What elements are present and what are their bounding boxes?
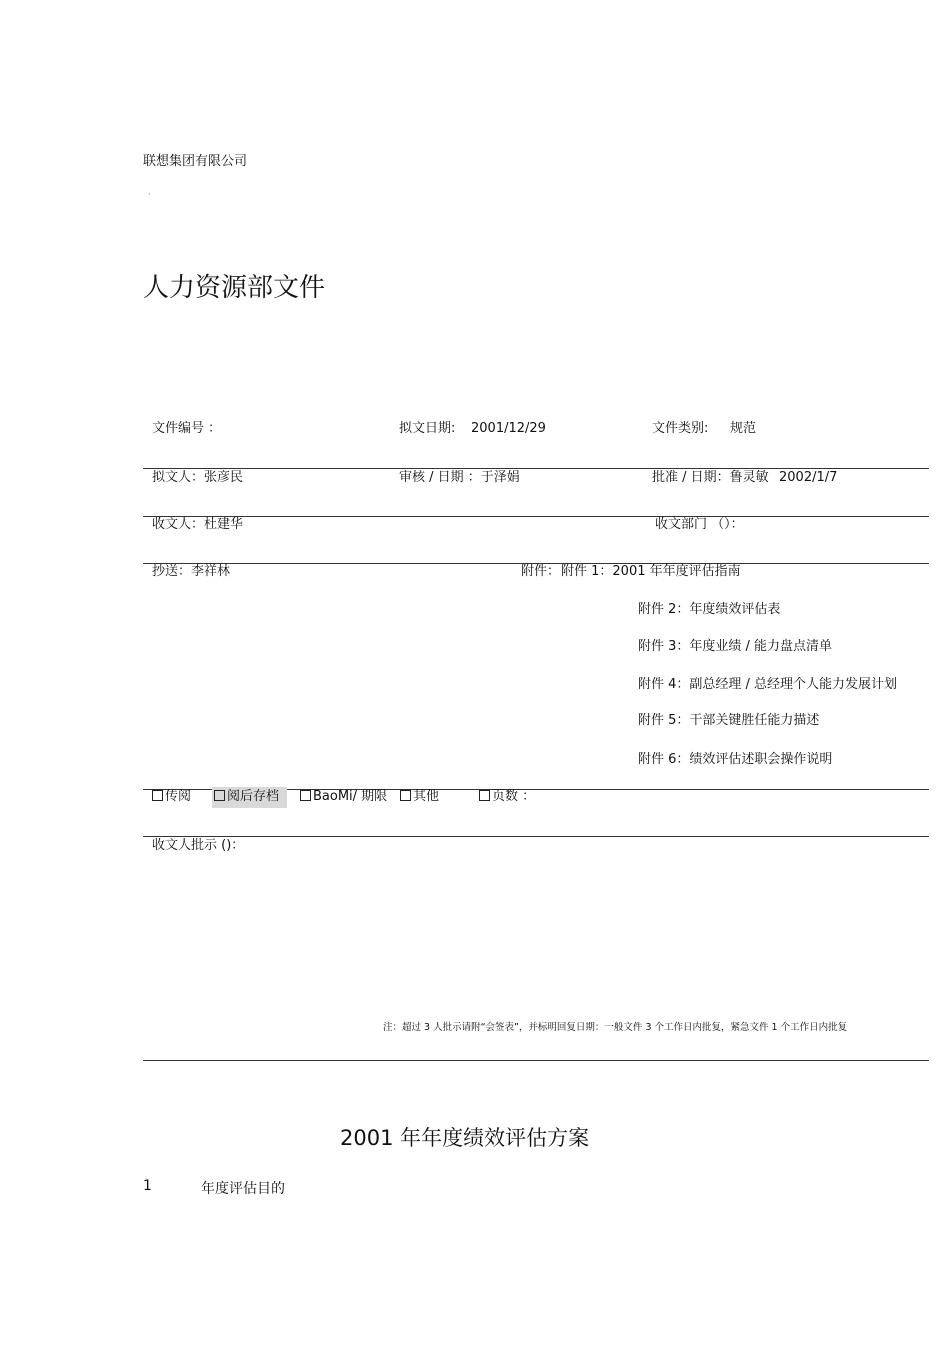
option-archive-after-reading[interactable]: 阅后存档 — [212, 787, 287, 808]
section-title: 年度评估目的 — [201, 1181, 285, 1197]
approver: 批准 / 日期：鲁灵敏 — [652, 470, 769, 485]
drafter: 拟文人：张彦民 — [152, 470, 244, 485]
draft-date-value: 2001/12/29 — [471, 421, 546, 436]
doc-category-value: 规范 — [730, 421, 757, 436]
attachment-1: 附件 1：2001 年年度评估指南 — [561, 564, 741, 579]
company-name: 联想集团有限公司 — [143, 154, 248, 169]
attachment-5: 附件 5：干部关键胜任能力描述 — [638, 713, 820, 728]
footnote: 注：超过 3 人批示请附“会签表”，并标明回复日期：一般文件 3 个工作日内批复，紧急文件 1 个工作日内批复 — [383, 1022, 848, 1033]
option-page-count[interactable]: 页数 ： — [479, 789, 535, 805]
doc-number-label: 文件编号 ： — [152, 421, 222, 436]
recipient-instructions-label: 收文人批示 ()： — [152, 838, 245, 853]
header-dot: · — [148, 190, 151, 199]
option-circulate[interactable]: 传阅 — [152, 789, 191, 805]
recipient: 收文人：杜建华 — [152, 517, 244, 532]
department-title: 人力资源部文件 — [143, 273, 326, 303]
checkbox-icon — [152, 790, 163, 801]
checkbox-icon — [400, 790, 411, 801]
checkbox-icon — [300, 790, 311, 801]
attachment-3: 附件 3：年度业绩 / 能力盘点清单 — [638, 639, 833, 654]
divider-1 — [143, 468, 929, 469]
recipient-department: 收文部门 （）： — [655, 517, 744, 532]
approver-date: 2002/1/7 — [779, 470, 838, 485]
plan-title: 2001 年年度绩效评估方案 — [340, 1126, 590, 1150]
checkbox-icon — [214, 790, 225, 801]
checkbox-icon — [479, 790, 490, 801]
attachment-2: 附件 2：年度绩效评估表 — [638, 602, 781, 617]
option-other[interactable]: 其他 — [400, 789, 439, 805]
reviewer: 审核 / 日期 ：于泽娟 — [399, 470, 520, 485]
cc: 抄送：李祥林 — [152, 564, 231, 579]
divider-6 — [143, 1060, 929, 1061]
draft-date-label: 拟文日期: — [399, 421, 456, 436]
attachment-6: 附件 6：绩效评估述职会操作说明 — [638, 752, 833, 767]
attachments-label: 附件： — [521, 564, 561, 579]
divider-2 — [143, 516, 929, 517]
doc-category-label: 文件类别: — [652, 421, 709, 436]
attachment-4: 附件 4：副总经理 / 总经理个人能力发展计划 — [638, 677, 898, 692]
option-confidential-period[interactable]: BaoMi/ 期限 — [300, 789, 387, 805]
divider-5 — [143, 836, 929, 837]
section-number: 1 — [143, 1178, 152, 1194]
